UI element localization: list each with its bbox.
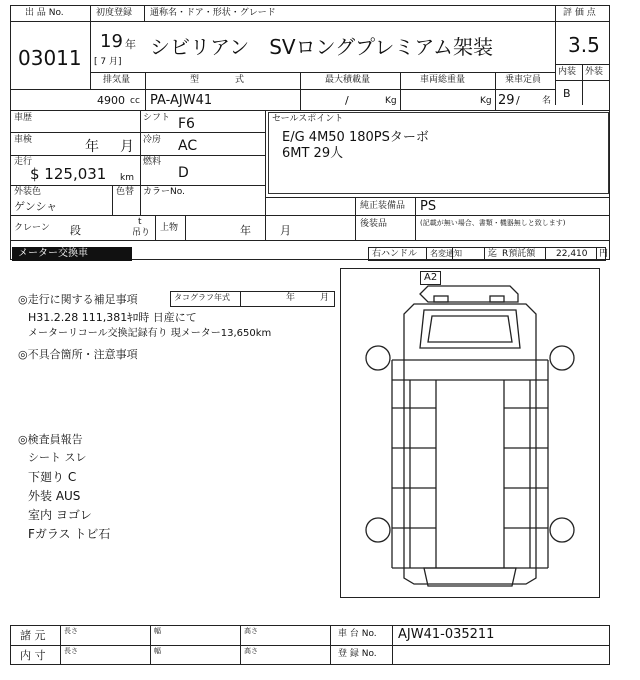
naisun-label: 内 寸 <box>20 649 46 662</box>
sales-point-label: セールスポイント <box>272 114 344 124</box>
capacity-unit: 名 <box>542 96 552 106</box>
report-line: シート スレ <box>28 451 87 464</box>
report-line: Fガラス トビ石 <box>28 527 111 541</box>
crane-label: クレーン <box>14 223 50 233</box>
genuine-label: 純正装備品 <box>360 201 406 211</box>
crane-dan: 段 <box>70 224 81 237</box>
model-name: シビリアン SVロングプレミアム架装 <box>150 35 493 59</box>
report-line: 室内 ヨゴレ <box>28 508 92 522</box>
mileage-unit: km <box>120 173 134 183</box>
lot-label: 出 品 No. <box>25 8 64 18</box>
chassis-value: AJW41-035211 <box>398 627 495 642</box>
gross-weight-unit: Kg <box>480 96 492 106</box>
color-change-label: 色替 <box>116 187 135 197</box>
name-change-label: 名変通知 <box>430 249 462 258</box>
recycle-value: 22,410 <box>556 249 588 259</box>
fuel-label: 燃料 <box>143 157 162 167</box>
mileage-label: 走行 <box>14 157 33 167</box>
ac-label: 冷房 <box>143 135 162 145</box>
width-label: 幅 <box>154 627 161 635</box>
history-label: 車歴 <box>14 113 33 123</box>
max-load-value: / <box>345 94 349 107</box>
interior-grade: B <box>563 87 571 100</box>
sales-line-2: 6MT 29人 <box>282 146 344 161</box>
rhd-label: 右ハンドル <box>372 249 418 259</box>
color-code-label: カラーNo. <box>143 187 185 197</box>
genuine-value: PS <box>420 199 437 214</box>
exterior-label: 外装 <box>585 67 604 77</box>
max-load-unit: Kg <box>385 96 397 106</box>
inspection-year: 年 <box>85 139 99 155</box>
sales-line-1: E/G 4M50 180PSターボ <box>282 130 429 145</box>
reg-year-unit: 年 <box>125 38 136 51</box>
interior-label: 内装 <box>558 67 577 77</box>
color-label: 外装色 <box>14 187 42 197</box>
lift-month: 月 <box>280 224 291 237</box>
reg-month: [ 7 月] <box>94 57 122 67</box>
fuel-value: D <box>178 165 189 181</box>
note-line-2: メーターリコール交換記録有り 現メーター13,650km <box>28 328 272 339</box>
until-label: 迄 <box>488 249 498 259</box>
tacho-month: 月 <box>320 293 330 303</box>
lift-year: 年 <box>240 224 251 237</box>
max-load-label: 最大積載量 <box>325 75 371 85</box>
color-value: ゲンシャ <box>14 200 58 213</box>
registration-label: 登 録 No. <box>338 649 377 659</box>
tacho-year: 年 <box>286 293 296 303</box>
reg-year: 19 <box>100 31 123 52</box>
mileage-value: $ 125,031 <box>30 165 107 183</box>
displacement-unit: cc <box>130 96 140 106</box>
shift-label: シフト <box>143 113 171 123</box>
name-label: 通称名・ドア・形状・グレード <box>150 8 276 18</box>
displacement-value: 4900 <box>97 94 125 107</box>
recycle-label: R預託額 <box>502 249 536 259</box>
aftermarket-note: (記載が無い場合、書類・機器無しと致します) <box>420 219 566 227</box>
length-label: 長さ <box>64 647 78 655</box>
score-value: 3.5 <box>568 33 600 57</box>
crane-t: t <box>138 217 142 227</box>
report-line: 外装 AUS <box>28 489 81 503</box>
length-label: 長さ <box>64 627 78 635</box>
first-reg-label: 初度登録 <box>96 8 133 18</box>
inspection-month: 月 <box>120 139 134 155</box>
shift-value: F6 <box>178 116 195 132</box>
height-label: 高さ <box>244 647 258 655</box>
defect-header: ◎不具合箇所・注意事項 <box>18 348 138 361</box>
type-label: 型 式 <box>190 75 245 85</box>
running-notes-header: ◎走行に関する補足事項 <box>18 293 138 306</box>
ac-value: AC <box>178 138 198 154</box>
capacity-label: 乗車定員 <box>505 75 542 85</box>
tacho-label: タコグラフ年式 <box>174 293 230 302</box>
note-line-1: H31.2.28 111,381ｷﾛ時 日産にて <box>28 311 197 324</box>
lift-label: 上物 <box>160 223 179 233</box>
aftermarket-label: 後装品 <box>360 219 388 229</box>
displacement-label: 排気量 <box>103 75 131 85</box>
score-label: 評 価 点 <box>563 8 596 18</box>
inspector-header: ◎検査員報告 <box>18 433 83 446</box>
crane-tsuri: 吊り <box>132 228 151 238</box>
inspection-label: 車検 <box>14 135 33 145</box>
capacity-sep: / <box>516 94 520 107</box>
recycle-unit: 円 <box>599 249 609 259</box>
chassis-label: 車 台 No. <box>338 629 377 639</box>
meter-exchange-label: メーター交換車 <box>18 248 88 259</box>
report-line: 下廻り C <box>28 470 77 484</box>
width-label: 幅 <box>154 647 161 655</box>
height-label: 高さ <box>244 627 258 635</box>
type-value: PA-AJW41 <box>150 93 213 108</box>
damage-mark: A2 <box>420 271 441 285</box>
shogen-label: 諸 元 <box>20 629 46 642</box>
capacity-value: 29 <box>498 93 515 108</box>
gross-weight-label: 車両総重量 <box>420 75 466 85</box>
lot-number: 03011 <box>18 46 82 70</box>
bus-outline-diagram <box>340 268 600 598</box>
